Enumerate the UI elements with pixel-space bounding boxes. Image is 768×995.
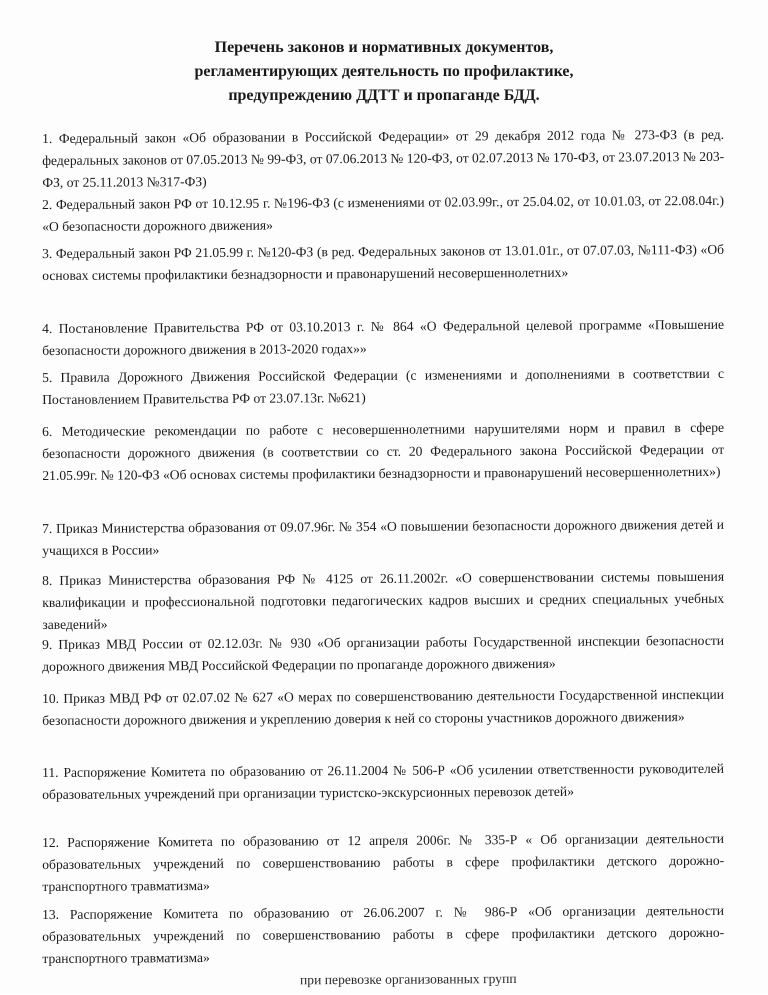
title-line-2: регламентирующих деятельность по профилактике,	[194, 63, 574, 80]
list-item-10: 10. Приказ МВД РФ от 02.07.02 № 627 «О мерах по совершенствованию деятельности Государственной инспекции безопасности дорожного движения и укреплению доверия к ней со стороны участников дорожного движения»	[42, 686, 725, 728]
list-item-8: 8. Приказ Министерства образования РФ № 4125 от 26.11.2002г. «О совершенствовании системы повышения квалификации и профессиональной подготовки педагогических кадров высших и средних специальных учебных заведений»	[42, 568, 725, 632]
title-line-1: Перечень законов и нормативных документов,	[214, 39, 554, 56]
list-item-3: 3. Федеральный закон РФ 21.05.99 г. №120-ФЗ (в ред. Федеральных законов от 13.01.01г., от 07.07.03, №111-ФЗ) «Об основах системы профилактики безнадзорности и правонарушений несовершеннолетних»	[42, 241, 725, 283]
list-item-13: 13. Распоряжение Комитета по образованию от 26.06.2007 г. № 986-Р «Об организации деятельности образовательных учреждений по совершенствованию работы в сфере профилактики детского дорожно-транспортного травматизма»	[42, 902, 725, 966]
list-item-12: 12. Распоряжение Комитета по образованию от 12 апреля 2006г. № 335-Р « Об организации деятельности образовательных учреждений по совершенствованию работы в сфере профилактики детского дорожно-транспортного травматизма»	[42, 830, 725, 894]
title-line-3: предупреждению ДДТТ и пропаганде БДД.	[228, 87, 540, 104]
document-title	[0, 36, 768, 108]
list-item-9: 9. Приказ МВД России от 02.12.03г. № 930 «Об организации работы Государственной инспекции безопасности дорожного движения МВД Российской Федерации по пропаганде дорожного движения»	[42, 632, 725, 674]
cut-off-text-line: при перевозке организованных групп	[299, 970, 517, 988]
list-item-4: 4. Постановление Правительства РФ от 03.10.2013 г. № 864 «О Федеральной целевой программе «Повышение безопасности дорожного движения в 2013-2020 годах»»	[42, 316, 725, 358]
list-item-7: 7. Приказ Министерства образования от 09.07.96г. № 354 «О повышении безопасности дорожного движения детей и учащихся в России»	[42, 516, 725, 558]
list-item-5: 5. Правила Дорожного Движения Российской Федерации (с изменениями и дополнениями в соответствии с Постановлением Правительства РФ от 23.07.13г. №621)	[42, 365, 725, 407]
list-item-2: 2. Федеральный закон РФ от 10.12.95 г. №196-ФЗ (с изменениями от 02.03.99г., от 25.04.02, от 10.01.03, от 22.08.04г.) «О безопасности дорожного движения»	[42, 192, 725, 234]
list-item-11: 11. Распоряжение Комитета по образованию от 26.11.2004 № 506-Р «Об усилении ответственности руководителей образовательных учреждений при организации туристско-экскурсионных перевозок детей»	[42, 760, 725, 802]
list-item-1: 1. Федеральный закон «Об образовании в Российской Федерации» от 29 декабря 2012 года № 273-ФЗ (в ред. федеральных законов от 07.05.2013 № 99-ФЗ, от 07.06.2013 № 120-ФЗ, от 02.07.2013 № 170-ФЗ, от 23.07.2013 № 203-ФЗ, от 25.11.2013 №317-ФЗ)	[42, 126, 725, 190]
list-item-6: 6. Методические рекомендации по работе с несовершеннолетними нарушителями норм и правил в сфере безопасности дорожного движения (в соответствии со ст. 20 Федерального закона Российской Федерации от 21.05.99г. № 120-ФЗ «Об основах системы профилактики безнадзорности и правонарушений несовершеннолетних»)	[42, 419, 725, 483]
